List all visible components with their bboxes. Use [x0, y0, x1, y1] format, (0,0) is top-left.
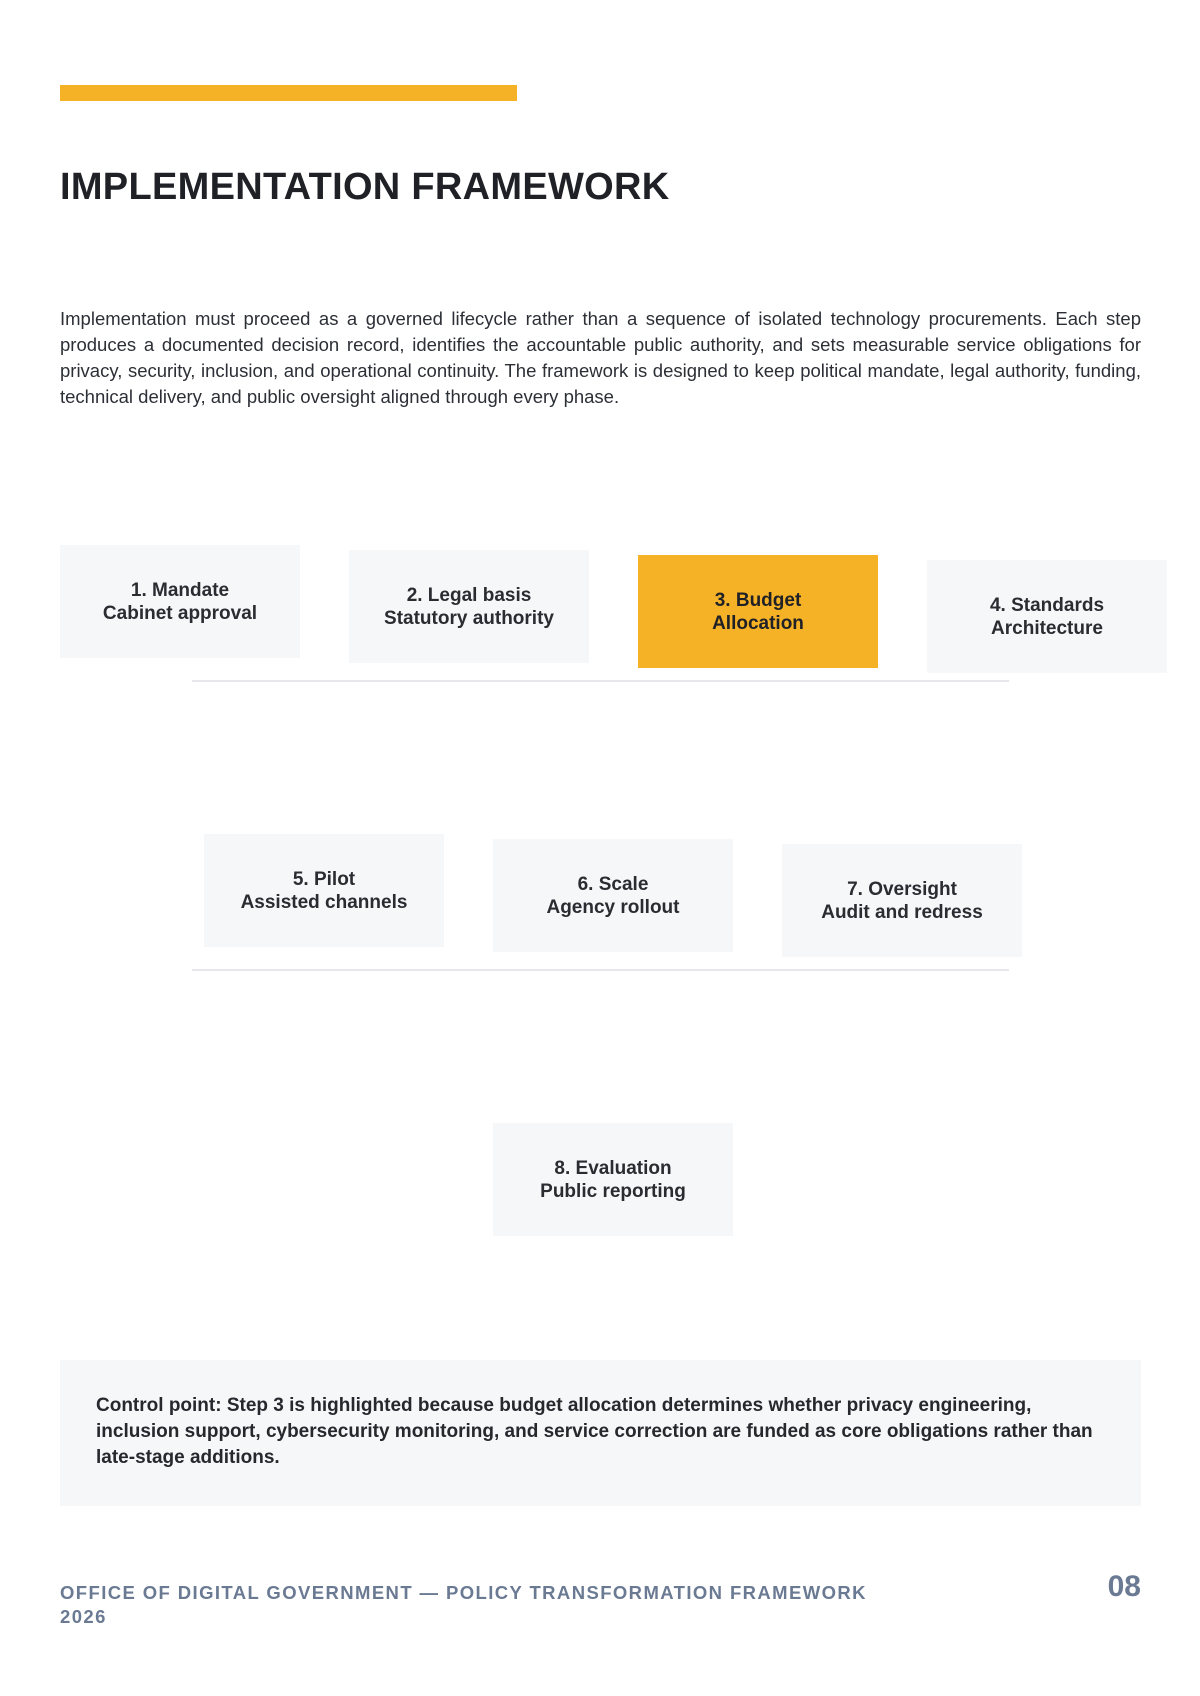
step-card-oversight — [782, 844, 1022, 957]
step-card-scale — [493, 839, 733, 952]
row-divider — [192, 969, 1009, 971]
step-subtitle: Architecture — [991, 617, 1103, 639]
footer-organization: OFFICE OF DIGITAL GOVERNMENT — POLICY TRANSFORMATION FRAMEWORK 2026 — [60, 1582, 867, 1627]
step-subtitle: Assisted channels — [240, 891, 408, 913]
step-card-mandate — [60, 545, 300, 658]
intro-paragraph: Implementation must proceed as a governed lifecycle rather than a sequence of isolated technology procurements. Each step produces a documented decision record, identifies the accountable public authority, and sets measurable service obligations for privacy, security, inclusion, and operational continuity. The framework is designed to keep political mandate, legal authority, funding, technical delivery, and public oversight aligned through every phase. — [60, 308, 1141, 407]
accent-bar — [60, 85, 517, 101]
step-subtitle: Allocation — [712, 612, 804, 634]
step-subtitle: Statutory authority — [384, 607, 554, 629]
step-card-pilot — [204, 834, 444, 947]
control-point-box — [60, 1360, 1141, 1506]
step-title: 8. Evaluation — [554, 1157, 672, 1179]
step-subtitle: Cabinet approval — [102, 602, 258, 624]
step-card-evaluation — [493, 1123, 733, 1236]
step-title: 2. Legal basis — [406, 584, 532, 606]
step-card-standards — [927, 560, 1167, 673]
step-title: 7. Oversight — [847, 878, 957, 900]
step-subtitle: Agency rollout — [546, 896, 680, 918]
page-number: 08 — [1107, 1570, 1141, 1603]
control-point-text: Control point: Step 3 is highlighted because budget allocation determines whether privacy engineering, inclusion support, cybersecurity monitoring, and service correction are funded as core obligations rather than late-stage additions. — [96, 1395, 1093, 1468]
step-subtitle: Audit and redress — [821, 901, 983, 923]
page-title: IMPLEMENTATION FRAMEWORK — [60, 166, 670, 208]
step-subtitle: Public reporting — [540, 1180, 686, 1202]
row-divider — [192, 680, 1009, 682]
step-title: 1. Mandate — [130, 579, 230, 601]
step-title: 3. Budget — [714, 589, 802, 611]
step-card-legal-basis — [349, 550, 589, 663]
step-card-budget — [638, 555, 878, 668]
step-title: 4. Standards — [989, 594, 1105, 616]
step-title: 5. Pilot — [292, 868, 356, 890]
step-title: 6. Scale — [577, 873, 649, 895]
